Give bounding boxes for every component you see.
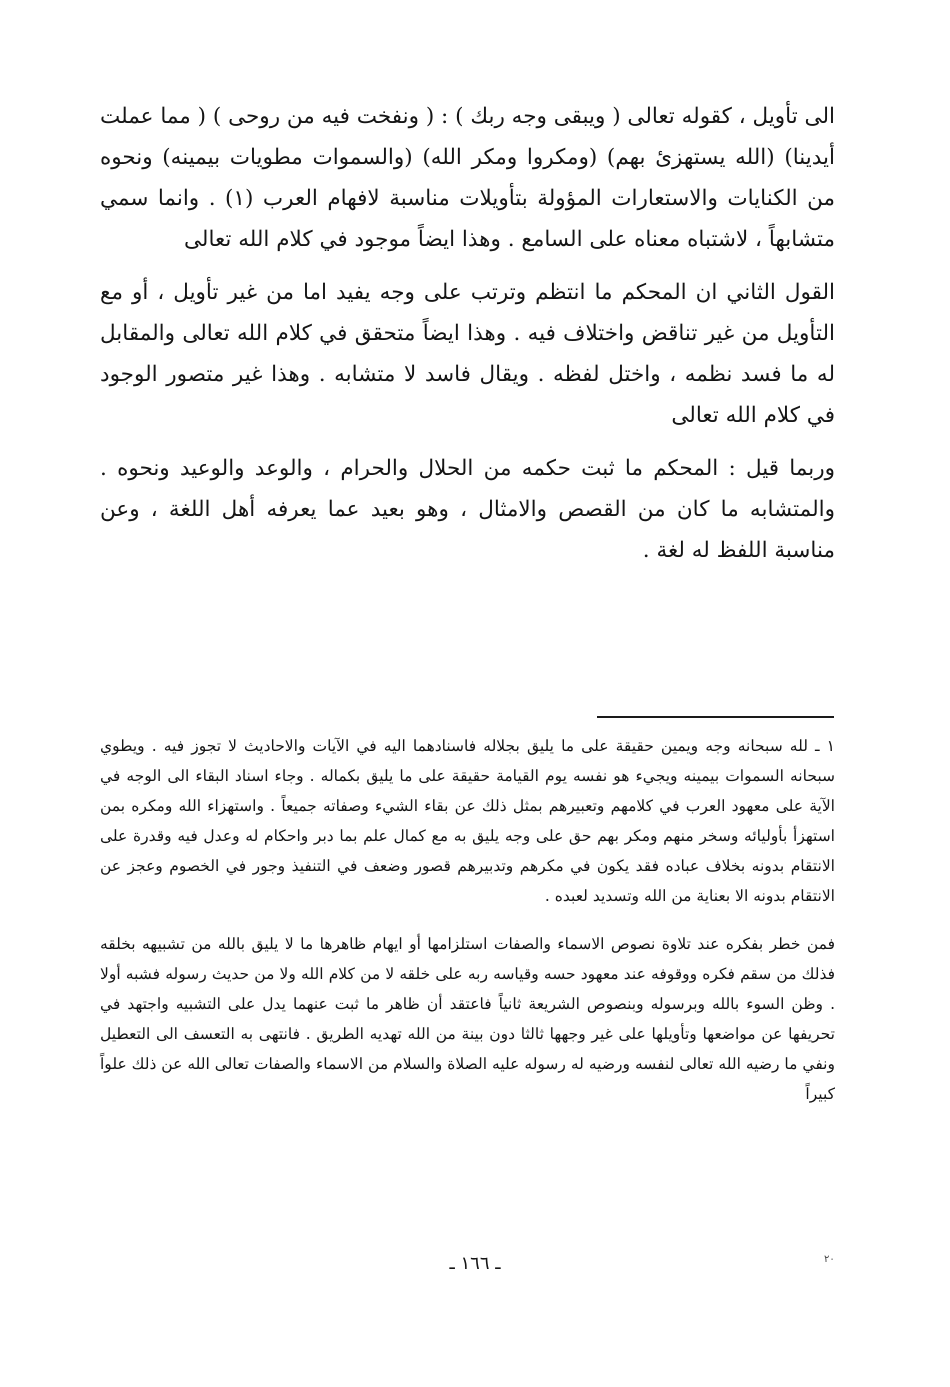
footnote-2: فمن خطر بفكره عند تلاوة نصوص الاسماء والصفات استلزامها أو ايهام ظاهرها ما لا يليق بالله من تشبيهه بخلقه فذلك من سقم فكره ووقوفه عند معهود حسه وقياسه ربه على خلقه لا من كلام الله ولا من حديث رسوله فشبه أولا . وظن السوء بالله وبرسوله وبنصوص الشريعة ثانياً فاعتقد أن ظاهر ما ثبت عنهما يدل على التشبيه واجتهد في تحريفها عن مواضعها وتأويلها على غير وجهها ثالثا دون بينة من الله تهديه الطريق . فانتهى به التعسف الى التعطيل ونفي ما رضيه الله تعالى لنفسه ورضيه له رسوله عليه الصلاة والسلام من الاسماء والصفات تعالى الله عن ذلك علواً كبيراً: [100, 935, 836, 1103]
footnote-1: ١ ـ لله سبحانه وجه ويمين حقيقة على ما يليق بجلاله فاسنادهما اليه في الآيات والاحاديث لا تجوز فيه . ويطوي سبحانه السموات بيمينه ويجيء هو نفسه يوم القيامة حقيقة على ما يليق بكماله . وجاء اسناد البقاء الى الوجه في الآية على معهود العرب في كلامهم وتعبيرهم بمثل ذلك عن بقاء الشيء وصفاته جميعاً . واستهزاء الله ومكره بمن استهزأ بأوليائه وسخر منهم ومكر بهم حق على وجه يليق به مع كمال علم بما دبر واحكام له وعدل فيه وقدرة على الانتقام بدونه بخلاف عباده فقد يكون في مكرهم وتدبيرهم قصور وضعف في التنفيذ وجور في الخصوم وعجز عن الانتقام بدونه الا بعناية من الله وتسديد لعبده .: [100, 737, 835, 905]
main-paragraph-3: وربما قيل : المحكم ما ثبت حكمه من الحلال والحرام ، والوعد والوعيد ونحوه . والمتشابه ما كان من القصص والامثال ، وهو بعيد عما يعرفه أهل اللغة ، وعن مناسبة اللفظ له لغة .: [100, 456, 835, 563]
main-paragraph-2: القول الثاني ان المحكم ما انتظم وترتب على وجه يفيد اما من غير تأويل ، أو مع التأويل من غير تناقض واختلاف فيه . وهذا ايضاً متحقق في كلام الله تعالى والمقابل له ما فسد نظمه ، واختل لفظه . ويقال فاسد لا متشابه . وهذا غير متصور الوجود في كلام الله تعالى: [100, 280, 835, 428]
main-text-body: [100, 96, 835, 571]
page-number: ـ ١٦٦ ـ: [449, 1253, 501, 1274]
footnotes-section: [100, 731, 835, 1109]
footnote-divider: [597, 716, 834, 718]
margin-mark: ٢٠: [824, 1254, 835, 1265]
main-paragraph-1: الى تأويل ، كقوله تعالى ( ويبقى وجه ربك ) : ( ونفخت فيه من روحى ) ( مما عملت أيدينا) (الله يستهزئ بهم) (ومكروا ومكر الله) (والسموات مطويات بيمينه) ونحوه من الكنايات والاستعارات المؤولة بتأويلات مناسبة لافهام العرب (١) . وانما سمي متشابهاً ، لاشتباه معناه على السامع . وهذا ايضاً موجود في كلام الله تعالى: [100, 104, 835, 252]
